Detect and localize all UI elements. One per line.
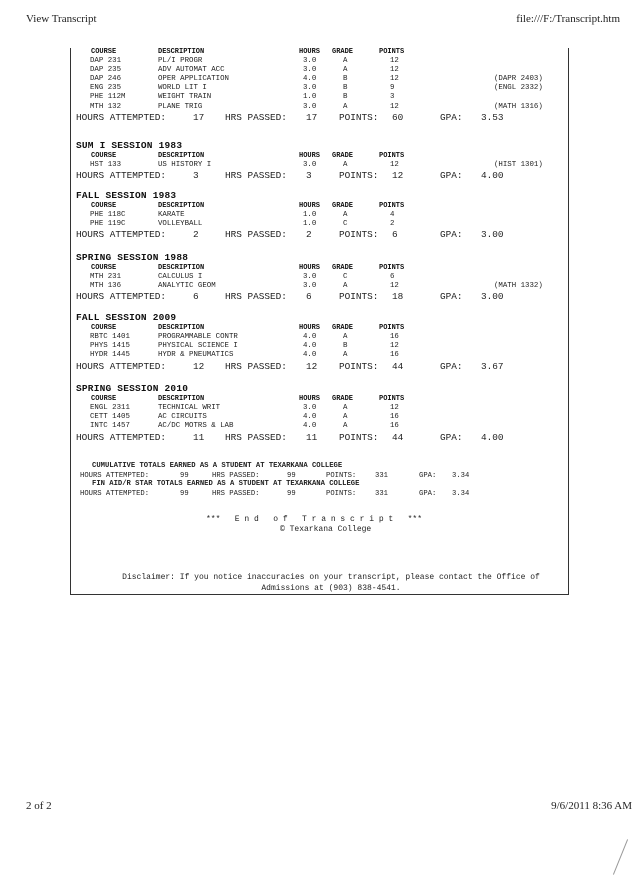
- course-points: 12: [390, 102, 399, 111]
- course-code: PHE 118C: [90, 210, 126, 219]
- course-hours: 4.0: [303, 74, 317, 83]
- col-header-description: DESCRIPTION: [158, 324, 205, 332]
- course-grade: A: [343, 65, 348, 74]
- gpa-value: 4.00: [481, 431, 504, 443]
- col-header-grade: GRADE: [332, 48, 354, 56]
- finaid-gpa-label: GPA:: [419, 490, 437, 498]
- col-header-description: DESCRIPTION: [158, 264, 205, 272]
- course-grade: A: [343, 403, 348, 412]
- course-description: PHYSICAL SCIENCE I: [158, 341, 238, 350]
- col-header-description: DESCRIPTION: [158, 395, 205, 403]
- gpa-label: GPA:: [440, 112, 463, 124]
- gpa-label: GPA:: [440, 170, 463, 182]
- course-code: ENGL 2311: [90, 403, 130, 412]
- col-header-points: POINTS: [379, 264, 405, 272]
- session-title: SPRING SESSION 1988: [76, 252, 189, 263]
- finaid-heading: FIN AID/R STAR TOTALS EARNED AS A STUDENT AT TEXARKANA COLLEGE: [92, 480, 360, 488]
- cumulative-passed-value: 99: [287, 472, 296, 480]
- col-header-course: COURSE: [91, 324, 117, 332]
- hrs-passed-label: HRS PASSED:: [225, 170, 287, 182]
- gpa-value: 3.67: [481, 360, 504, 372]
- col-header-grade: GRADE: [332, 264, 354, 272]
- points-label: POINTS:: [339, 360, 379, 372]
- finaid-gpa-value: 3.34: [452, 490, 470, 498]
- course-grade: B: [343, 93, 348, 102]
- course-description: VOLLEYBALL: [158, 219, 203, 228]
- course-points: 3: [390, 93, 395, 102]
- col-header-grade: GRADE: [332, 152, 354, 160]
- cumulative-points-label: POINTS:: [326, 472, 357, 480]
- course-grade: C: [343, 219, 348, 228]
- course-hours: 1.0: [303, 219, 317, 228]
- col-header-hours: HOURS: [299, 202, 321, 210]
- course-points: 12: [390, 281, 399, 290]
- hours-attempted-value: 12: [193, 360, 205, 372]
- course-hours: 3.0: [303, 84, 317, 93]
- col-header-points: POINTS: [379, 202, 405, 210]
- course-description: OPER APPLICATION: [158, 74, 229, 83]
- col-header-course: COURSE: [91, 264, 117, 272]
- copyright-line: © Texarkana College: [280, 525, 372, 534]
- col-header-description: DESCRIPTION: [158, 202, 205, 210]
- course-hours: 3.0: [303, 102, 317, 111]
- finaid-passed-label: HRS PASSED:: [212, 490, 260, 498]
- course-description: PLANE TRIG: [158, 102, 203, 111]
- points-value: 60: [392, 112, 404, 124]
- course-points: 16: [390, 421, 399, 430]
- col-header-points: POINTS: [379, 324, 405, 332]
- course-grade: A: [343, 102, 348, 111]
- course-code: CETT 1405: [90, 412, 130, 421]
- page-header-title: View Transcript: [26, 13, 97, 25]
- col-header-hours: HOURS: [299, 48, 321, 56]
- disclaimer-line-2: Admissions at (903) 838-4541.: [261, 584, 401, 593]
- gpa-label: GPA:: [440, 360, 463, 372]
- course-code: PHYS 1415: [90, 341, 130, 350]
- col-header-course: COURSE: [91, 202, 117, 210]
- course-code: HYDR 1445: [90, 350, 130, 359]
- course-points: 12: [390, 403, 399, 412]
- course-points: 16: [390, 350, 399, 359]
- course-equivalent: (MATH 1332): [494, 281, 543, 290]
- disclaimer-line-1: Disclaimer: If you notice inaccuracies on your transcript, please contact the Office of: [122, 573, 540, 582]
- hours-attempted-label: HOURS ATTEMPTED:: [76, 360, 167, 372]
- points-label: POINTS:: [339, 431, 379, 443]
- hours-attempted-value: 2: [193, 229, 199, 241]
- course-description: AC CIRCUITS: [158, 412, 207, 421]
- points-value: 44: [392, 431, 404, 443]
- points-label: POINTS:: [339, 291, 379, 303]
- scan-mark: [613, 839, 628, 875]
- hrs-passed-label: HRS PASSED:: [225, 360, 287, 372]
- page-footer-datetime: 9/6/2011 8:36 AM: [551, 800, 632, 812]
- course-code: PHE 112M: [90, 93, 126, 102]
- hrs-passed-label: HRS PASSED:: [225, 431, 287, 443]
- course-hours: 3.0: [303, 56, 317, 65]
- col-header-course: COURSE: [91, 395, 117, 403]
- finaid-attempted-value: 99: [180, 490, 189, 498]
- hours-attempted-value: 6: [193, 291, 199, 303]
- course-equivalent: (HIST 1301): [494, 160, 543, 169]
- gpa-value: 4.00: [481, 170, 504, 182]
- course-code: RBTC 1401: [90, 332, 130, 341]
- finaid-points-value: 331: [375, 490, 388, 498]
- course-points: 6: [390, 272, 395, 281]
- col-header-hours: HOURS: [299, 324, 321, 332]
- course-code: HST 133: [90, 160, 122, 169]
- course-hours: 1.0: [303, 210, 317, 219]
- course-points: 12: [390, 341, 399, 350]
- course-hours: 4.0: [303, 412, 317, 421]
- course-points: 12: [390, 56, 399, 65]
- course-grade: A: [343, 421, 348, 430]
- session-title: SUM I SESSION 1983: [76, 140, 183, 151]
- points-value: 12: [392, 170, 404, 182]
- course-grade: A: [343, 412, 348, 421]
- points-label: POINTS:: [339, 112, 379, 124]
- course-code: MTH 136: [90, 281, 122, 290]
- hours-attempted-label: HOURS ATTEMPTED:: [76, 291, 167, 303]
- course-grade: B: [343, 341, 348, 350]
- col-header-points: POINTS: [379, 152, 405, 160]
- course-hours: 3.0: [303, 281, 317, 290]
- course-description: PL/I PROGR: [158, 56, 203, 65]
- course-description: TECHNICAL WRIT: [158, 403, 221, 412]
- gpa-value: 3.00: [481, 229, 504, 241]
- course-equivalent: (DAPR 2403): [494, 74, 543, 83]
- course-hours: 3.0: [303, 65, 317, 74]
- gpa-value: 3.53: [481, 112, 504, 124]
- hours-attempted-label: HOURS ATTEMPTED:: [76, 170, 167, 182]
- hrs-passed-value: 12: [306, 360, 318, 372]
- col-header-course: COURSE: [91, 152, 117, 160]
- course-equivalent: (ENGL 2332): [494, 84, 543, 93]
- course-hours: 3.0: [303, 403, 317, 412]
- cumulative-heading: CUMULATIVE TOTALS EARNED AS A STUDENT AT TEXARKANA COLLEGE: [92, 462, 343, 470]
- course-equivalent: (MATH 1316): [494, 102, 543, 111]
- course-code: DAP 235: [90, 65, 122, 74]
- course-code: PHE 119C: [90, 219, 126, 228]
- points-value: 44: [392, 360, 404, 372]
- course-description: CALCULUS I: [158, 272, 203, 281]
- end-of-transcript: *** E n d o f T r a n s c r i p t ***: [206, 515, 423, 524]
- course-hours: 4.0: [303, 332, 317, 341]
- cumulative-attempted-value: 99: [180, 472, 189, 480]
- session-title: SPRING SESSION 2010: [76, 383, 189, 394]
- course-code: DAP 246: [90, 74, 122, 83]
- cumulative-gpa-label: GPA:: [419, 472, 437, 480]
- course-grade: B: [343, 74, 348, 83]
- gpa-value: 3.00: [481, 291, 504, 303]
- cumulative-gpa-value: 3.34: [452, 472, 470, 480]
- course-description: KARATE: [158, 210, 185, 219]
- col-header-grade: GRADE: [332, 395, 354, 403]
- course-points: 16: [390, 412, 399, 421]
- finaid-passed-value: 99: [287, 490, 296, 498]
- col-header-points: POINTS: [379, 395, 405, 403]
- finaid-attempted-label: HOURS ATTEMPTED:: [80, 490, 150, 498]
- course-hours: 1.0: [303, 93, 317, 102]
- col-header-hours: HOURS: [299, 152, 321, 160]
- session-title: FALL SESSION 2009: [76, 312, 177, 323]
- course-hours: 3.0: [303, 160, 317, 169]
- course-description: HYDR & PNEUMATICS: [158, 350, 234, 359]
- cumulative-attempted-label: HOURS ATTEMPTED:: [80, 472, 150, 480]
- session-title: FALL SESSION 1983: [76, 190, 177, 201]
- course-code: INTC 1457: [90, 421, 130, 430]
- points-value: 18: [392, 291, 404, 303]
- gpa-label: GPA:: [440, 431, 463, 443]
- course-grade: A: [343, 56, 348, 65]
- course-description: AC/DC MOTRS & LAB: [158, 421, 234, 430]
- page-header-url: file:///F:/Transcript.htm: [516, 13, 620, 25]
- cumulative-passed-label: HRS PASSED:: [212, 472, 260, 480]
- col-header-course: COURSE: [91, 48, 117, 56]
- course-grade: A: [343, 281, 348, 290]
- course-hours: 3.0: [303, 272, 317, 281]
- col-header-grade: GRADE: [332, 324, 354, 332]
- course-grade: A: [343, 332, 348, 341]
- col-header-hours: HOURS: [299, 264, 321, 272]
- page-footer-number: 2 of 2: [26, 800, 52, 812]
- course-points: 16: [390, 332, 399, 341]
- course-description: WEIGHT TRAIN: [158, 93, 212, 102]
- points-label: POINTS:: [339, 170, 379, 182]
- hrs-passed-value: 2: [306, 229, 312, 241]
- course-code: MTH 132: [90, 102, 122, 111]
- hrs-passed-value: 17: [306, 112, 318, 124]
- hours-attempted-label: HOURS ATTEMPTED:: [76, 112, 167, 124]
- cumulative-points-value: 331: [375, 472, 388, 480]
- course-grade: B: [343, 84, 348, 93]
- points-label: POINTS:: [339, 229, 379, 241]
- course-description: WORLD LIT I: [158, 84, 207, 93]
- course-points: 9: [390, 84, 395, 93]
- gpa-label: GPA:: [440, 229, 463, 241]
- hours-attempted-value: 17: [193, 112, 205, 124]
- col-header-points: POINTS: [379, 48, 405, 56]
- course-description: PROGRAMMABLE CONTR: [158, 332, 238, 341]
- col-header-hours: HOURS: [299, 395, 321, 403]
- course-grade: A: [343, 160, 348, 169]
- course-hours: 4.0: [303, 341, 317, 350]
- hours-attempted-value: 11: [193, 431, 205, 443]
- course-grade: A: [343, 210, 348, 219]
- course-code: DAP 231: [90, 56, 122, 65]
- col-header-grade: GRADE: [332, 202, 354, 210]
- gpa-label: GPA:: [440, 291, 463, 303]
- hrs-passed-label: HRS PASSED:: [225, 229, 287, 241]
- course-points: 2: [390, 219, 395, 228]
- col-header-description: DESCRIPTION: [158, 152, 205, 160]
- hrs-passed-value: 3: [306, 170, 312, 182]
- hours-attempted-label: HOURS ATTEMPTED:: [76, 229, 167, 241]
- col-header-description: DESCRIPTION: [158, 48, 205, 56]
- course-code: ENG 235: [90, 84, 122, 93]
- course-description: ADV AUTOMAT ACC: [158, 65, 225, 74]
- course-code: MTH 231: [90, 272, 122, 281]
- course-points: 12: [390, 74, 399, 83]
- course-description: US HISTORY I: [158, 160, 212, 169]
- course-grade: C: [343, 272, 348, 281]
- hrs-passed-value: 6: [306, 291, 312, 303]
- hrs-passed-label: HRS PASSED:: [225, 112, 287, 124]
- course-description: ANALYTIC GEOM: [158, 281, 216, 290]
- course-points: 12: [390, 160, 399, 169]
- course-grade: A: [343, 350, 348, 359]
- course-hours: 4.0: [303, 350, 317, 359]
- points-value: 6: [392, 229, 398, 241]
- course-hours: 4.0: [303, 421, 317, 430]
- hrs-passed-label: HRS PASSED:: [225, 291, 287, 303]
- course-points: 12: [390, 65, 399, 74]
- hrs-passed-value: 11: [306, 431, 318, 443]
- finaid-points-label: POINTS:: [326, 490, 357, 498]
- hours-attempted-value: 3: [193, 170, 199, 182]
- course-points: 4: [390, 210, 395, 219]
- hours-attempted-label: HOURS ATTEMPTED:: [76, 431, 167, 443]
